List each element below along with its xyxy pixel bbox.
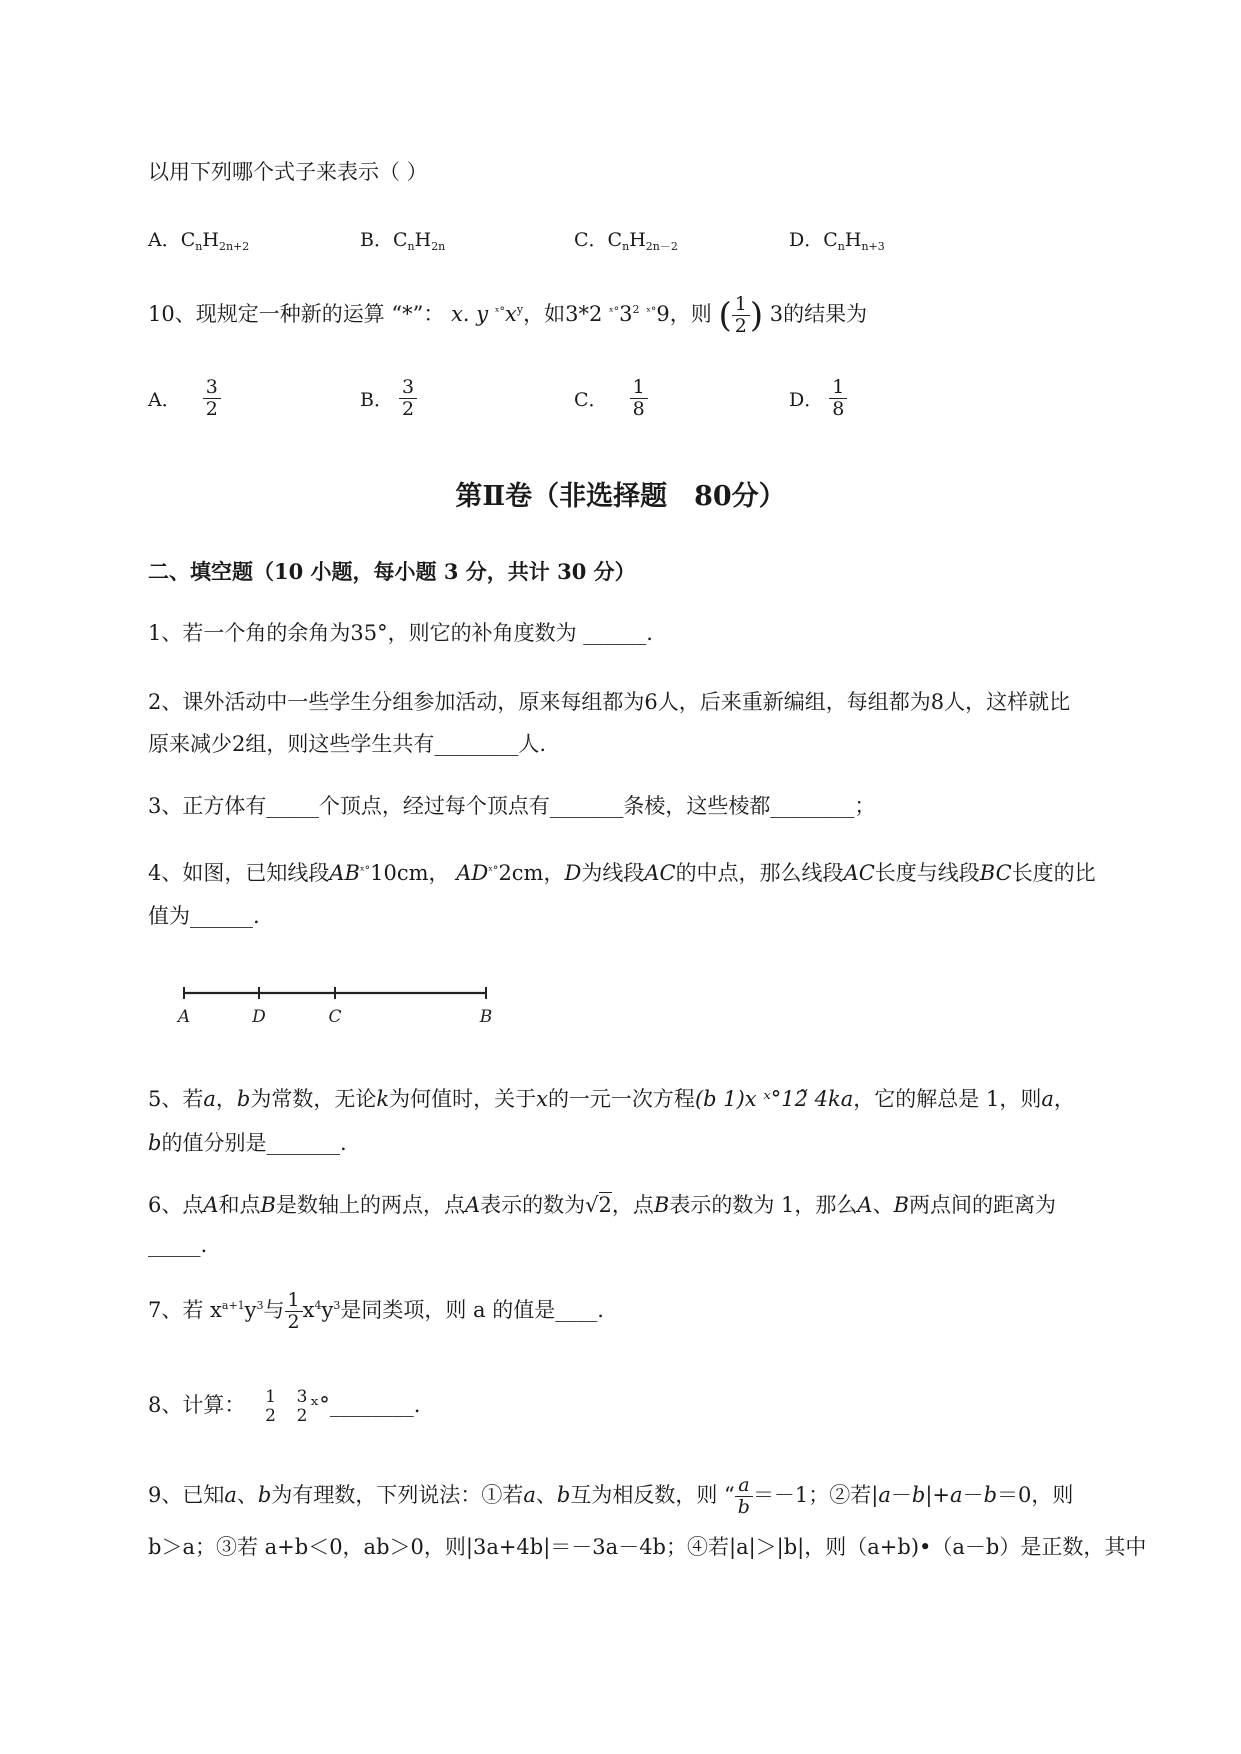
question-4-line-1: 4、如图，已知线段$AB^{ˣ^\circ}10cm$， $AD^{ˣ^\circ}2cm$，D为线段AC的中点，那么线段AC长度与线段BC长度的比 [148,861,1096,885]
label-b: B [479,1007,493,1027]
question-9b-line-1: 9、已知a、b为有理数，下列说法：①若a、b互为相反数，则 “ $\frac{a}{b}$ ＝－1；②若|a－b|+a－b＝0，则 [148,1474,1074,1518]
option-c: C．$C_nH_{2n-2}$ [574,229,678,253]
sqrt-symbol: √2 [585,1193,612,1217]
q10-option-c: C． $\frac{1}{8}$ [574,377,648,420]
option-a: A．$C_nH_{2n+2}$ [148,229,250,253]
fraction: $\frac{1}{2}$ [732,294,750,337]
question-10: 10、现规定一种新的运算 “*”： x. y $^{ˣ^\circ}x^y$，如3*2 $^{ˣ^\circ}3^2$ $^{ˣ^\circ}$9，则 ( $\frac{1}{2}$ ) 3的结果为 [148,293,868,337]
question-9-continuation: 以用下列哪个式子来表示（ ） [148,160,428,184]
question-8: 8、计算： 1 2 3 2 ˣ°________. [148,1387,421,1426]
segment-diagram [170,975,510,1045]
question-1: 1、若一个角的余角为35°，则它的补角度数为 ______. [148,621,653,645]
question-4-line-2: 值为______. [148,904,260,928]
q10-option-b: B． $\frac{3}{2}$ [360,377,417,420]
label-d: D [252,1007,266,1027]
question-6-line-1: 6、点A和点B是数轴上的两点，点A表示的数为√2，点B表示的数为 1，那么A、B两点间的距离为 [148,1193,1057,1217]
question-2-line-1: 2、课外活动中一些学生分组参加活动，原来每组都为6人，后来重新编组，每组都为8人，这样就比 [148,690,1071,714]
question-7: 7、若 $x^{a+1}y^3$与 $\frac{1}{2}$ $x^4y^3$是同类项，则 a 的值是____. [148,1289,604,1333]
question-3: 3、正方体有_____个顶点，经过每个顶点有_______条棱，这些棱都________； [148,794,876,818]
question-5-line-1: 5、若a，b为常数，无论k为何值时，关于x的一元一次方程(b 1)x ˣ°12̃ 4ka，它的解总是 1，则a， [148,1087,1075,1111]
option-b: B．$C_nH_{2n}$ [360,229,446,253]
q10-option-d: D． $\frac{1}{8}$ [789,377,847,420]
q10-option-a: A． $\frac{3}{2}$ [148,377,221,420]
question-5-line-2: b的值分别是_______. [148,1131,347,1155]
section-title: 第Ⅱ卷（非选择题 80分） [455,481,786,512]
part-title: 二、填空题（10 小题，每小题 3 分，共计 30 分） [148,559,636,584]
question-9b-line-2: b＞a；③若 a+b＜0，ab＞0，则|3a+4b|＝－3a－4b；④若|a|＞|b|，则（a+b)•（a－b）是正数，其中 [148,1535,1147,1559]
question-6-line-2: _____. [148,1233,208,1257]
label-c: C [328,1007,342,1027]
option-d: D．$C_nH_{n+3}$ [789,229,885,253]
question-2-line-2: 原来减少2组，则这些学生共有________人. [148,732,547,756]
label-a: A [177,1007,191,1027]
